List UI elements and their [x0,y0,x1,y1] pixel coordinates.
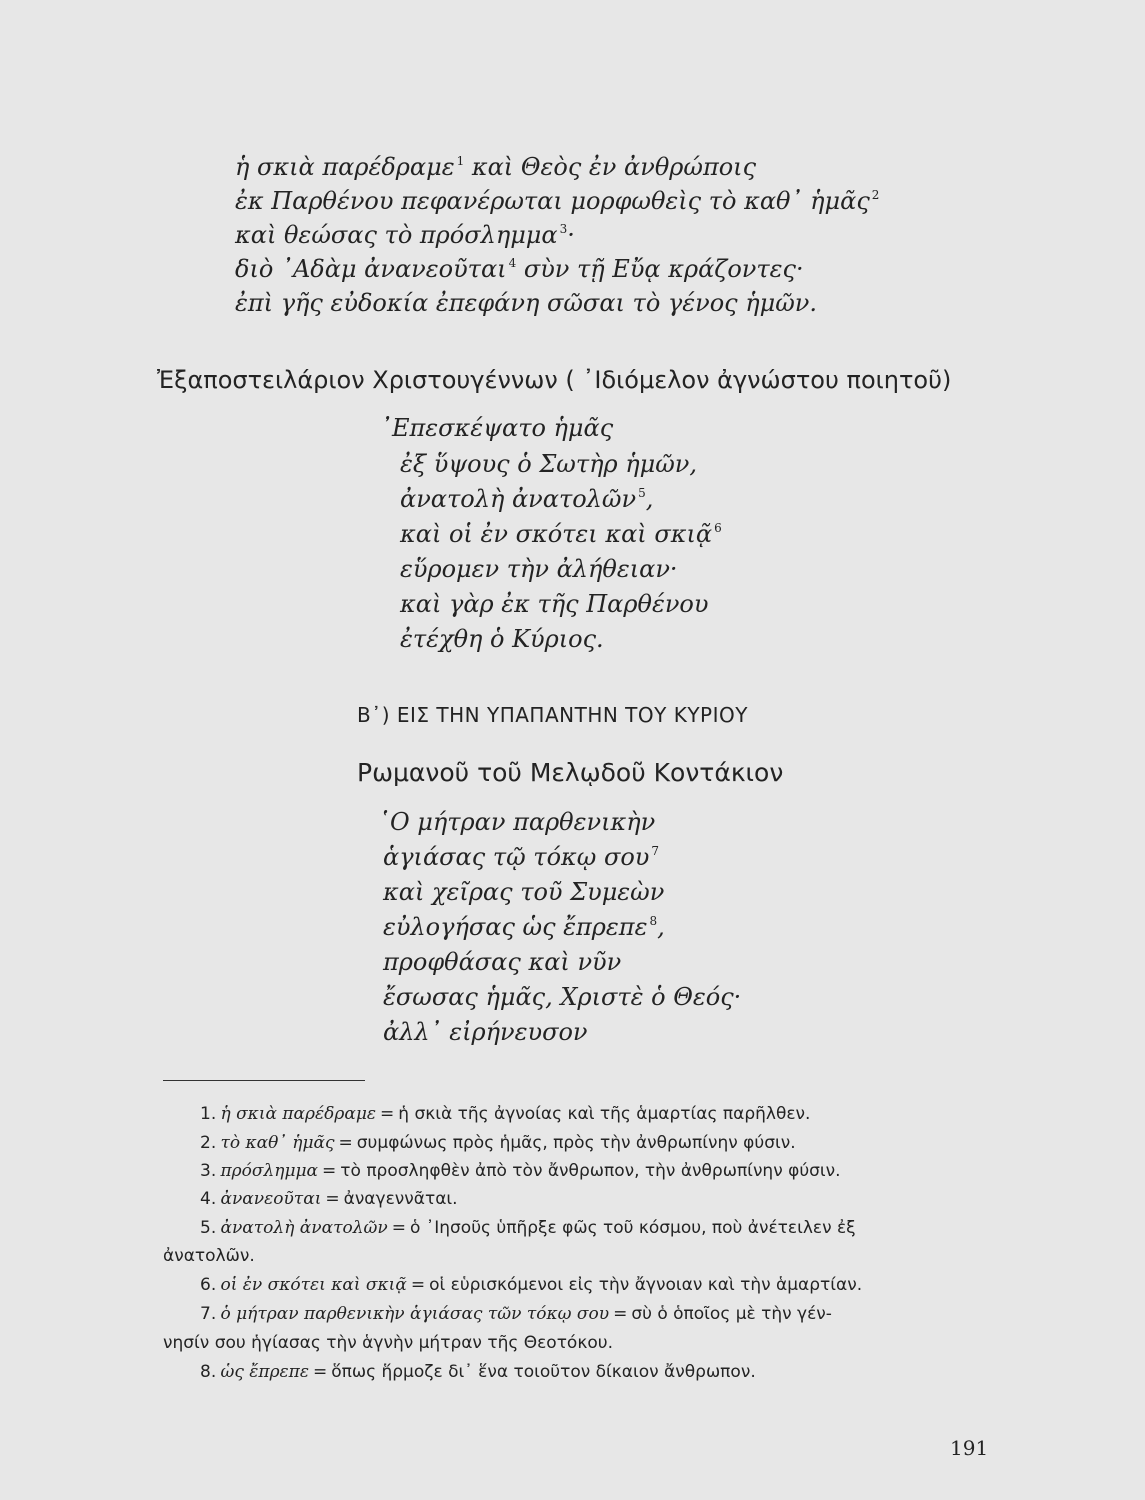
stanza-line: ἐτέχθη ὁ Κύριος. [400,625,604,653]
stanza-line: ἔσωσας ἡμᾶς, Χριστὲ ὁ Θεός· [383,983,742,1011]
stanza-line: καὶ θεώσας τὸ πρόσλημμα $^3$· [235,221,575,249]
footnote-item: 3. πρόσλημμα = τὸ προσληφθὲν ἀπὸ τὸν ἄνθρωπον, τὴν ἀνθρωπίνην φύσιν. [200,1161,841,1181]
footnote-continuation: ἀνατολῶν. [163,1246,255,1266]
footnote-item: 1. ἡ σκιὰ παρέδραμε = ἡ σκιὰ τῆς ἀγνοίας καὶ τῆς ἁμαρτίας παρῆλθεν. [200,1104,811,1124]
footnote-item: 5. ἀνατολὴ ἀνατολῶν = ὁ ᾽Ιησοῦς ὑπῆρξε φῶς τοῦ κόσμου, ποὺ ἀνέτειλεν ἐξ [200,1218,856,1238]
stanza-line: καὶ γὰρ ἐκ τῆς Παρθένου [400,590,709,618]
stanza-line: καὶ οἱ ἐν σκότει καὶ σκιᾷ $^6$ [400,520,722,548]
stanza-line: εὕρομεν τὴν ἀλήθειαν· [400,555,678,583]
stanza-line: ἐκ Παρθένου πεφανέρωται μορφωθεὶς τὸ καθ᾽ ἡμᾶς $^2$ [235,187,880,215]
footnote-ref: 1 [456,154,465,168]
footnote-ref: 2 [871,188,880,202]
kontakion-title: Ρωμανοῦ τοῦ Μελῳδοῦ Κοντάκιον [357,758,784,787]
stanza-line: ἐξ ὕψους ὁ Σωτὴρ ἡμῶν, [400,450,698,478]
footnote-separator [163,1080,365,1081]
footnote-ref: 4 [508,256,517,270]
stanza-line: ἀνατολὴ ἀνατολῶν $^5$, [400,485,654,513]
footnote-ref: 7 [651,844,660,858]
stanza-line: ἁγιάσας τῷ τόκῳ σου $^7$ [383,843,660,871]
footnote-item: 6. οἱ ἐν σκότει καὶ σκιᾷ = οἱ εὑρισκόμενοι εἰς τὴν ἄγνοιαν καὶ τὴν ἁμαρτίαν. [200,1275,863,1295]
footnote-item: 8. ὡς ἔπρεπε = ὅπως ἥρμοζε δι᾽ ἕνα τοιοῦτον δίκαιον ἄνθρωπον. [200,1362,756,1382]
exapostilarion-heading: Ἐξαποστειλάριον Χριστουγέννων ( ᾽Ιδιόμελον ἀγνώστου ποιητοῦ) [157,366,952,394]
stanza-line: εὐλογήσας ὡς ἔπρεπε $^8$, [383,913,665,941]
footnote-item: 4. ἀνανεοῦται = ἀναγεννᾶται. [200,1189,458,1209]
stanza-line: ἀλλ᾽ εἰρήνευσον [383,1018,588,1046]
stanza-line: καὶ χεῖρας τοῦ Συμεὼν [383,878,665,906]
footnote-item: 2. τὸ καθ᾽ ἡμᾶς = συμφώνως πρὸς ἡμᾶς, πρὸς τὴν ἀνθρωπίνην φύσιν. [200,1133,796,1153]
stanza-line: ἡ σκιὰ παρέδραμε $^1$ καὶ Θεὸς ἐν ἀνθρώποις [235,153,757,181]
footnote-ref: 3 [559,222,568,236]
footnote-ref: 6 [714,521,722,535]
stanza-line: ἐπὶ γῆς εὐδοκία ἐπεφάνη σῶσαι τὸ γένος ἡμῶν. [235,289,818,317]
section-b-heading: Β᾽) ΕΙΣ ΤΗΝ ΥΠΑΠΑΝΤΗΝ ΤΟΥ ΚΥΡΙΟΥ [357,703,748,727]
stanza-line: ᾽Επεσκέψατο ἡμᾶς [380,414,614,442]
stanza-line: διὸ ᾽Αδὰμ ἀνανεοῦται $^4$ σὺν τῇ Εὔᾳ κράζοντες· [235,255,804,283]
footnote-ref: 8 [649,914,658,928]
page-number: 191 [950,1436,989,1460]
stanza-line: ῾Ο μήτραν παρθενικὴν [378,808,656,836]
footnote-item: 7. ὁ μήτραν παρθενικὴν ἁγιάσας τῶν τόκῳ σου = σὺ ὁ ὁποῖος μὲ τὴν γέν- [200,1304,832,1324]
stanza-line: προφθάσας καὶ νῦν [383,948,622,976]
footnote-continuation: νησίν σου ἡγίασας τὴν ἁγνὴν μήτραν τῆς Θεοτόκου. [163,1333,613,1353]
footnote-ref: 5 [638,486,646,500]
